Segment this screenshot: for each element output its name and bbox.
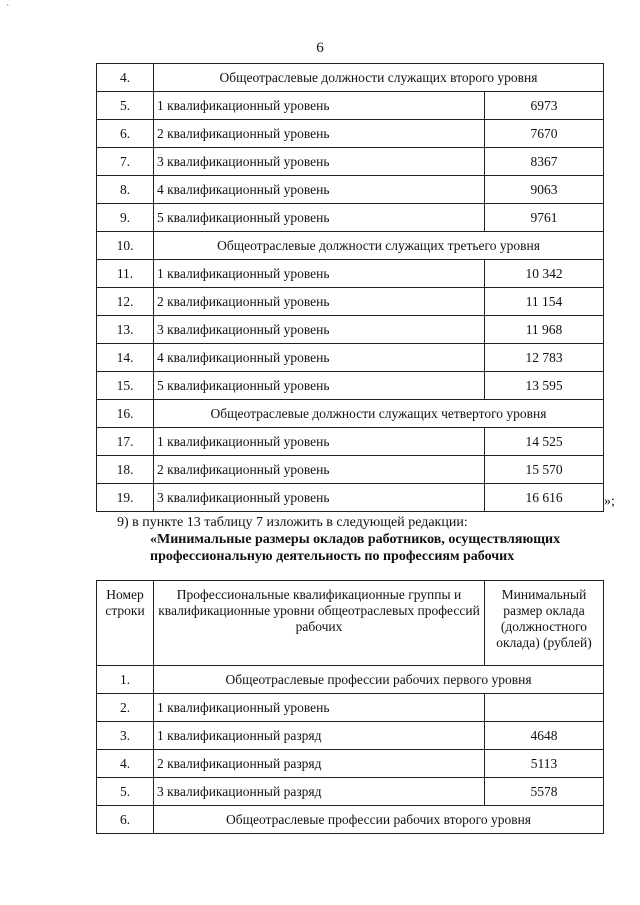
row-number: 11. — [97, 260, 154, 288]
row-number: 15. — [97, 372, 154, 400]
level-name: 2 квалификационный уровень — [154, 288, 485, 316]
row-number: 6. — [97, 806, 154, 834]
salary-value: 12 783 — [485, 344, 604, 372]
row-number: 6. — [97, 120, 154, 148]
table-row — [97, 120, 604, 148]
salary-value: 7670 — [485, 120, 604, 148]
salary-value: 9761 — [485, 204, 604, 232]
row-number: 3. — [97, 722, 154, 750]
salary-value: 10 342 — [485, 260, 604, 288]
level-name: 1 квалификационный уровень — [154, 428, 485, 456]
table-row — [97, 148, 604, 176]
table-row — [97, 722, 604, 750]
table-row — [97, 750, 604, 778]
table-row — [97, 484, 604, 512]
salary-value: 8367 — [485, 148, 604, 176]
table-row — [97, 400, 604, 428]
table-row — [97, 806, 604, 834]
table-row — [97, 204, 604, 232]
header-min-salary: Минимальный размер оклада (должностного оклада) (рублей) — [485, 581, 604, 666]
salary-value: 4648 — [485, 722, 604, 750]
table-row — [97, 288, 604, 316]
salary-value: 16 616 — [485, 484, 604, 512]
salary-value: 15 570 — [485, 456, 604, 484]
table-row — [97, 64, 604, 92]
closing-quote: »; — [604, 494, 615, 509]
level-name: 3 квалификационный уровень — [154, 148, 485, 176]
header-group-name: Профессиональные квалификационные группы и квалификационные уровни общеотраслевых профессий рабочих — [154, 581, 485, 666]
table-row — [97, 232, 604, 260]
row-number: 14. — [97, 344, 154, 372]
row-number: 10. — [97, 232, 154, 260]
row-number: 13. — [97, 316, 154, 344]
salary-value: 9063 — [485, 176, 604, 204]
row-number: 2. — [97, 694, 154, 722]
level-name: 2 квалификационный уровень — [154, 120, 485, 148]
level-name: 2 квалификационный уровень — [154, 456, 485, 484]
group-heading: Общеотраслевые профессии рабочих второго уровня — [154, 806, 604, 834]
table-header-row — [97, 581, 604, 666]
scan-mark: ` — [6, 4, 10, 15]
table-row — [97, 456, 604, 484]
level-name: 4 квалификационный уровень — [154, 344, 485, 372]
table-row — [97, 316, 604, 344]
table-row — [97, 778, 604, 806]
group-heading: Общеотраслевые должности служащих второго уровня — [154, 64, 604, 92]
row-number: 19. — [97, 484, 154, 512]
table2-title: «Минимальные размеры окладов работников, осуществляющих профессиональную деятельность по профессиям рабочих — [150, 532, 561, 564]
row-number: 5. — [97, 778, 154, 806]
salary-table-workers — [96, 580, 604, 834]
row-number: 4. — [97, 64, 154, 92]
level-name: 3 квалификационный уровень — [154, 316, 485, 344]
level-name: 5 квалификационный уровень — [154, 204, 485, 232]
salary-value: 5578 — [485, 778, 604, 806]
salary-value — [485, 694, 604, 722]
paragraph-item-9: 9) в пункте 13 таблицу 7 изложить в следующей редакции: — [117, 515, 468, 530]
table-row — [97, 176, 604, 204]
level-name: 3 квалификационный уровень — [154, 484, 485, 512]
level-name: 1 квалификационный уровень — [154, 92, 485, 120]
group-heading: Общеотраслевые профессии рабочих первого уровня — [154, 666, 604, 694]
level-name: 1 квалификационный уровень — [154, 694, 485, 722]
row-number: 9. — [97, 204, 154, 232]
header-row-number: Номер строки — [97, 581, 154, 666]
level-name: 3 квалификационный разряд — [154, 778, 485, 806]
salary-table-employees — [96, 63, 604, 512]
salary-value: 6973 — [485, 92, 604, 120]
salary-value: 11 154 — [485, 288, 604, 316]
table-row — [97, 260, 604, 288]
salary-value: 11 968 — [485, 316, 604, 344]
row-number: 16. — [97, 400, 154, 428]
table-row — [97, 428, 604, 456]
row-number: 18. — [97, 456, 154, 484]
table-row — [97, 92, 604, 120]
row-number: 5. — [97, 92, 154, 120]
table-row — [97, 372, 604, 400]
salary-value: 14 525 — [485, 428, 604, 456]
level-name: 2 квалификационный разряд — [154, 750, 485, 778]
level-name: 4 квалификационный уровень — [154, 176, 485, 204]
table-row — [97, 694, 604, 722]
row-number: 8. — [97, 176, 154, 204]
salary-value: 5113 — [485, 750, 604, 778]
salary-value: 13 595 — [485, 372, 604, 400]
table-row — [97, 666, 604, 694]
row-number: 17. — [97, 428, 154, 456]
level-name: 1 квалификационный уровень — [154, 260, 485, 288]
table-row — [97, 344, 604, 372]
level-name: 1 квалификационный разряд — [154, 722, 485, 750]
row-number: 4. — [97, 750, 154, 778]
level-name: 5 квалификационный уровень — [154, 372, 485, 400]
row-number: 7. — [97, 148, 154, 176]
group-heading: Общеотраслевые должности служащих четвертого уровня — [154, 400, 604, 428]
group-heading: Общеотраслевые должности служащих третьего уровня — [154, 232, 604, 260]
row-number: 12. — [97, 288, 154, 316]
page-number: 6 — [316, 40, 324, 56]
row-number: 1. — [97, 666, 154, 694]
